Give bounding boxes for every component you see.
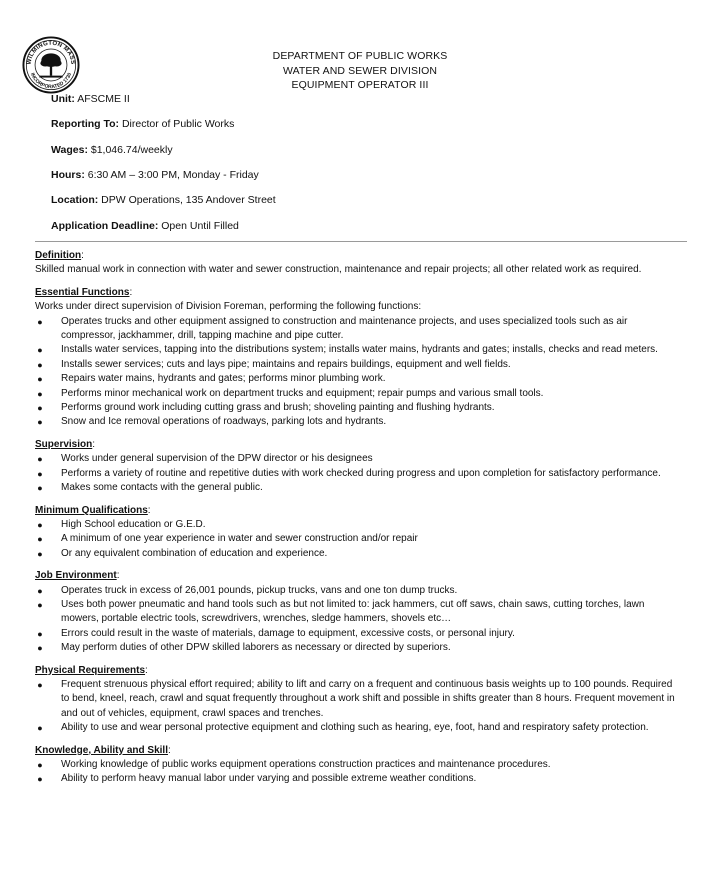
list-item-text: Errors could result in the waste of materials, damage to equipment, excessive costs, or personal injury. xyxy=(61,627,515,639)
list-item xyxy=(35,547,675,561)
reporting-line xyxy=(51,118,234,131)
list-item xyxy=(35,641,675,655)
bullet-icon: ● xyxy=(37,345,43,356)
list-item-text: Ability to use and wear personal protective equipment and clothing such as hearing, eye, foot, hand and respiratory safety protection. xyxy=(61,722,649,734)
list-item-text: Snow and Ice removal operations of roadways, parking lots and hydrants. xyxy=(61,416,387,428)
deadline-label: Application Deadline: xyxy=(51,220,159,232)
list-item xyxy=(35,584,675,598)
document-title xyxy=(200,49,520,93)
section-minimum-qualifications: Minimum Qualifications: ● High School education or G.E.D. ● A minimum of one year experience in water and sewer construction and/or repair ● Or any equivalent combination of education and experience. xyxy=(35,504,675,562)
bullet-list xyxy=(35,518,675,561)
reporting-value: Director of Public Works xyxy=(119,118,235,130)
bullet-icon: ● xyxy=(37,534,43,545)
section-heading: Physical Requirements xyxy=(35,664,146,676)
bullet-list xyxy=(35,678,675,736)
list-item xyxy=(35,518,675,532)
bullet-list xyxy=(35,452,675,495)
title-line-department: DEPARTMENT OF PUBLIC WORKS xyxy=(272,50,448,62)
section-heading: Knowledge, Ability and Skill xyxy=(35,744,168,756)
list-item-text: Makes some contacts with the general public. xyxy=(61,482,263,494)
section-intro: Works under direct supervision of Division Foreman, performing the following functions: xyxy=(35,301,422,313)
unit-line xyxy=(51,93,130,106)
bullet-icon: ● xyxy=(37,599,43,610)
title-line-position: EQUIPMENT OPERATOR III xyxy=(291,79,429,91)
bullet-list xyxy=(35,315,675,430)
unit-label: Unit: xyxy=(51,93,75,105)
hours-label: Hours: xyxy=(51,169,85,181)
bullet-icon: ● xyxy=(37,774,43,785)
hours-line xyxy=(51,169,259,182)
bullet-icon: ● xyxy=(37,483,43,494)
list-item-text: A minimum of one year experience in water and sewer construction and/or repair xyxy=(61,533,418,545)
list-item-text: Repairs water mains, hydrants and gates; performs minor plumbing work. xyxy=(61,373,386,385)
list-item xyxy=(35,372,675,386)
svg-text:WILMINGTON MASS: WILMINGTON MASS xyxy=(26,40,76,65)
section-job-environment: Job Environment: ● Operates truck in excess of 26,001 pounds, pickup trucks, vans and one ton dump trucks. ● Uses both power pneumatic and hand tools such as but not limited to: jack hammers, cut off saws, chain saws, cutting torches, lawn mowers, portable electric tools, screwdrivers, wrenches, sledge hammers, shovels etc… ● Errors could result in the waste of materials, damage to equipment, excessive costs, or personal injury. ● May perform duties of other DPW skilled laborers as necessary or directed by superiors. xyxy=(35,569,675,655)
list-item xyxy=(35,467,675,481)
section-physical-requirements: Physical Requirements: ● Frequent strenuous physical effort required; ability to lift and carry on a frequent and continuous basis weights up to 100 pounds. Required to bend, kneel, reach, crawl and squat frequently throughout a work shift and possible in shifts greater than 8 hours. Frequent movement in and out of vehicles, equipment, crawl spaces and trenches. ● Ability to use and wear personal protective equipment and clothing such as hearing, eye, foot, hand and respiratory safety protection. xyxy=(35,664,675,736)
section-definition: Definition: Skilled manual work in connection with water and sewer construction, maintenance and repair projects; all other related work as required. xyxy=(35,249,675,278)
reporting-label: Reporting To: xyxy=(51,118,120,130)
bullet-icon: ● xyxy=(37,417,43,428)
section-heading: Supervision xyxy=(35,438,93,450)
list-item-text: Works under general supervision of the DPW director or his designees xyxy=(61,453,373,465)
bullet-icon: ● xyxy=(37,628,43,639)
town-seal-logo xyxy=(22,36,80,94)
list-item-text: Performs minor mechanical work on department trucks and equipment; repair pumps and various small tools. xyxy=(61,387,544,399)
section-heading: Job Environment xyxy=(35,570,117,582)
location-label: Location: xyxy=(51,194,99,206)
list-item xyxy=(35,772,675,786)
list-item-text: High School education or G.E.D. xyxy=(61,518,206,530)
bullet-icon: ● xyxy=(37,723,43,734)
list-item xyxy=(35,678,675,721)
list-item-text: Or any equivalent combination of education and experience. xyxy=(61,547,328,559)
list-item xyxy=(35,401,675,415)
list-item xyxy=(35,532,675,546)
list-item-text: Performs ground work including cutting grass and brush; shoveling painting and flushing hydrants. xyxy=(61,402,495,414)
bullet-icon: ● xyxy=(37,548,43,559)
wages-line xyxy=(51,144,173,157)
wages-value: $1,046.74/weekly xyxy=(87,144,173,156)
bullet-icon: ● xyxy=(37,585,43,596)
document-body xyxy=(35,249,675,795)
list-item-text: Working knowledge of public works equipment operations construction practices and maintenance procedures. xyxy=(61,759,551,770)
location-value: DPW Operations, 135 Andover Street xyxy=(98,194,276,206)
deadline-line xyxy=(51,220,239,233)
list-item xyxy=(35,627,675,641)
list-item-text: May perform duties of other DPW skilled laborers as necessary or directed by superiors. xyxy=(61,642,451,654)
bullet-icon: ● xyxy=(37,643,43,654)
svg-text:INCORPORATED 1730: INCORPORATED 1730 xyxy=(28,72,74,91)
bullet-icon: ● xyxy=(37,454,43,465)
section-supervision: Supervision: ● Works under general supervision of the DPW director or his designees ● Performs a variety of routine and repetitive duties with work checked during progress and upon completion for satisfactory performance. ● Makes some contacts with the general public. xyxy=(35,438,675,496)
hours-value: 6:30 AM – 3:00 PM, Monday - Friday xyxy=(84,169,259,181)
bullet-icon: ● xyxy=(37,316,43,327)
list-item-text: Operates truck in excess of 26,001 pounds, pickup trucks, vans and one ton dump trucks. xyxy=(61,584,458,596)
location-line xyxy=(51,194,276,207)
bullet-icon: ● xyxy=(37,403,43,414)
list-item-text: Operates trucks and other equipment assigned to construction and maintenance projects, and uses specialized tools such as air compressor, jackhammer, drill, tapping machine and pipe cutter. xyxy=(61,315,628,342)
bullet-icon: ● xyxy=(37,468,43,479)
list-item xyxy=(35,415,675,429)
section-intro: Skilled manual work in connection with water and sewer construction, maintenance and repair projects; all other related work as required. xyxy=(35,264,642,276)
list-item xyxy=(35,343,675,357)
section-essential-functions: Essential Functions: Works under direct supervision of Division Foreman, performing the following functions: ● Operates trucks and other equipment assigned to construction and maintenance projects, and uses specialized tools such as air compressor, jackhammer, drill, tapping machine and pipe cutter. ● Installs water services, tapping into the distributions system; installs water mains, hydrants and gates; installs, checks and read meters. ● Installs sewer services; cuts and lays pipe; maintains and repairs buildings, equipment and well fields. ● Repairs water mains, hydrants and gates; performs minor plumbing work. ● Performs minor mechanical work on department trucks and equipment; repair pumps and various small tools. ● Performs ground work including cutting grass and brush; shoveling painting and flushing hydrants. ● Snow and Ice removal operations of roadways, parking lots and hydrants. xyxy=(35,286,675,430)
list-item-text: Frequent strenuous physical effort required; ability to lift and carry on a frequent and continuous basis weights up to 100 pounds. Required to bend, kneel, reach, crawl and squat frequently throughout a work shift and possible in shifts greater than 8 hours. Frequent movement in and out of vehicles, equipment, crawl spaces and trenches. xyxy=(61,678,675,719)
list-item xyxy=(35,358,675,372)
list-item-text: Installs water services, tapping into the distributions system; installs water mains, hydrants and gates; installs, checks and read meters. xyxy=(61,344,658,356)
section-heading: Essential Functions xyxy=(35,286,130,298)
title-line-division: WATER AND SEWER DIVISION xyxy=(282,64,438,77)
list-item xyxy=(35,452,675,466)
bullet-list xyxy=(35,584,675,656)
bullet-list xyxy=(35,758,675,787)
bullet-icon: ● xyxy=(37,388,43,399)
list-item xyxy=(35,598,675,627)
bullet-icon: ● xyxy=(37,359,43,370)
header-divider xyxy=(35,241,687,242)
unit-value: AFSCME II xyxy=(74,93,130,105)
list-item-text: Uses both power pneumatic and hand tools such as but not limited to: jack hammers, cut off saws, chain saws, cutting torches, lawn mowers, portable electric tools, screwdrivers, wrenches, sledge hammers, shovels etc… xyxy=(61,598,645,625)
section-heading: Minimum Qualifications xyxy=(35,504,148,516)
list-item-text: Performs a variety of routine and repetitive duties with work checked during progress and upon completion for satisfactory performance. xyxy=(61,467,661,479)
list-item xyxy=(35,387,675,401)
section-knowledge-ability-skill: Knowledge, Ability and Skill: ● Working knowledge of public works equipment operations construction practices and maintenance procedures. ● Ability to perform heavy manual labor under varying and possible extreme weather conditions. xyxy=(35,744,675,787)
section-heading: Definition xyxy=(35,250,82,261)
list-item xyxy=(35,481,675,495)
list-item xyxy=(35,758,675,772)
bullet-icon: ● xyxy=(37,760,43,770)
wages-label: Wages: xyxy=(51,144,88,156)
bullet-icon: ● xyxy=(37,519,43,530)
list-item xyxy=(35,721,675,735)
list-item xyxy=(35,315,675,344)
list-item-text: Ability to perform heavy manual labor under varying and possible extreme weather conditions. xyxy=(61,773,477,785)
bullet-icon: ● xyxy=(37,679,43,690)
bullet-icon: ● xyxy=(37,374,43,385)
list-item-text: Installs sewer services; cuts and lays pipe; maintains and repairs buildings, equipment and well fields. xyxy=(61,358,511,370)
deadline-value: Open Until Filled xyxy=(158,220,239,232)
